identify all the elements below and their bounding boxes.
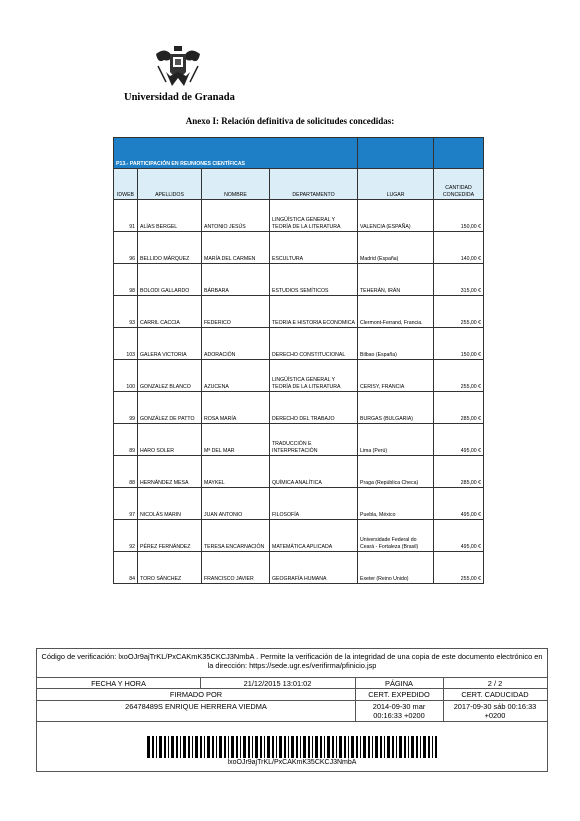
table-row [114, 520, 484, 552]
row-nombre: ANTONIO JESÚS [202, 200, 270, 232]
barcode-bar [372, 736, 373, 758]
row-lugar: VALENCIA (ESPAÑA) [358, 200, 434, 232]
pagina-label: PÁGINA [385, 679, 413, 688]
row-cantidad: 315,00 € [434, 264, 484, 296]
barcode-bar [432, 736, 433, 758]
barcode-bar [396, 736, 397, 758]
barcode-bar [336, 736, 337, 758]
row-departamento: QUÍMICA ANALÍTICA [270, 456, 358, 488]
row-cantidad: 285,00 € [434, 392, 484, 424]
barcode-bar [159, 736, 162, 758]
row-nombre: BÁRBARA [202, 264, 270, 296]
verification-text: Código de verificación: lxoOJr9ajTrKL/PxCAKmK35CKCJ3NmbA . Permite la verificación de la integridad de una copia de este documento electrónico en la dirección: https://sede.ugr.es/verifirma/pfinicio.jsp [41, 652, 543, 670]
barcode-bar [368, 736, 370, 758]
row-departamento: LINGÜÍSTICA GENERAL Y TEORÍA DE LA LITERATURA [270, 360, 358, 392]
row-idweb: 103 [114, 328, 138, 360]
barcode-bar [300, 736, 301, 758]
barcode-bar [411, 736, 414, 758]
row-cantidad: 495,00 € [434, 520, 484, 552]
row-nombre: ADORACIÓN [202, 328, 270, 360]
row-nombre: MARÍA DEL CARMEN [202, 232, 270, 264]
fecha-label: FECHA Y HORA [91, 679, 146, 688]
col-departamento: DEPARTAMENTO [270, 169, 358, 200]
row-idweb: 93 [114, 296, 138, 328]
row-apellidos: ALÍAS BERGEL [138, 200, 202, 232]
barcode-bar [231, 736, 234, 758]
col-apellidos: APELLIDOS [138, 169, 202, 200]
barcode-bar [192, 736, 193, 758]
barcode-bar [408, 736, 409, 758]
section-title: P13.- PARTICIPACIÓN EN REUNIONES CIENTÍFICAS [114, 138, 358, 169]
barcode-bar [260, 736, 262, 758]
row-nombre: TERESA ENCARNACIÓN [202, 520, 270, 552]
barcode-bar [324, 736, 325, 758]
row-apellidos: HARO SOLER [138, 424, 202, 456]
barcode-bar [240, 736, 241, 758]
section-blank [434, 138, 484, 169]
barcode-bar [147, 736, 150, 758]
firmado-label: FIRMADO POR [169, 690, 223, 699]
barcode-bar [392, 736, 394, 758]
barcode-bar [164, 736, 166, 758]
barcode-bar [320, 736, 322, 758]
barcode-bar [267, 736, 270, 758]
signature-footer [36, 648, 548, 772]
barcode-bar [195, 736, 198, 758]
row-cantidad: 285,00 € [434, 456, 484, 488]
row-lugar: BURGAS (BULGARIA) [358, 392, 434, 424]
row-nombre: ROSA MARÍA [202, 392, 270, 424]
row-cantidad: 255,00 € [434, 360, 484, 392]
barcode-bar [384, 736, 385, 758]
barcode-bar [180, 736, 181, 758]
table-row [114, 360, 484, 392]
barcode-bar [351, 736, 354, 758]
pagina-value: 2 / 2 [487, 679, 503, 688]
row-lugar: TEHERÁN, IRÁN [358, 264, 434, 296]
table-row [114, 328, 484, 360]
row-idweb: 100 [114, 360, 138, 392]
row-idweb: 88 [114, 456, 138, 488]
section-blank [358, 138, 434, 169]
section-header-row [114, 138, 484, 169]
row-cantidad: 255,00 € [434, 296, 484, 328]
barcode-bar [152, 736, 154, 758]
row-departamento: TEORIA E HISTORIA ECONOMICA [270, 296, 358, 328]
row-nombre: Mª DEL MAR [202, 424, 270, 456]
barcode-bar [224, 736, 226, 758]
barcode-bar [207, 736, 210, 758]
barcode-bar [327, 736, 330, 758]
barcode-text: lxoOJr9ajTrKL/PxCAKmK35CKCJ3NmbA [227, 759, 357, 766]
barcode-bar [404, 736, 406, 758]
row-apellidos: TORO SÁNCHEZ [138, 552, 202, 584]
barcode-bar [380, 736, 382, 758]
caducidad-label: CERT. CADUCIDAD [461, 690, 529, 699]
row-nombre: JUAN ANTONIO [202, 488, 270, 520]
caducidad-value: 2017-09-30 sáb 00:16:33 +0200 [453, 702, 537, 720]
barcode-bar [228, 736, 229, 758]
col-nombre: NOMBRE [202, 169, 270, 200]
barcode-bar [288, 736, 289, 758]
annex-title: Anexo I: Relación definitiva de solicitudes concedidas: [185, 116, 395, 126]
col-cantidad: CANTIDAD CONCEDIDA [434, 169, 484, 200]
barcode-bar [308, 736, 310, 758]
barcode-bar [387, 736, 390, 758]
barcode-bar [332, 736, 334, 758]
row-departamento: ESCULTURA [270, 232, 358, 264]
row-apellidos: NICOLÁS MARIN [138, 488, 202, 520]
row-lugar: Praga (República Checa) [358, 456, 434, 488]
barcode-bar [428, 736, 430, 758]
row-apellidos: GONZALEZ BLANCO [138, 360, 202, 392]
row-lugar: Puebla, México [358, 488, 434, 520]
row-lugar: Exeter (Reino Unido) [358, 552, 434, 584]
row-nombre: AZUCENA [202, 360, 270, 392]
row-lugar: Clermont-Ferrand, Francia. [358, 296, 434, 328]
barcode-bar [344, 736, 346, 758]
fecha-value: 21/12/2015 13:01:02 [243, 679, 312, 688]
barcode-bar [216, 736, 217, 758]
expedido-label: CERT. EXPEDIDO [368, 690, 430, 699]
barcode-bar [200, 736, 202, 758]
barcode-bar [255, 736, 258, 758]
table-row [114, 264, 484, 296]
barcode-bar [264, 736, 265, 758]
row-cantidad: 150,00 € [434, 328, 484, 360]
row-departamento: ESTUDIOS SEMÍTICOS [270, 264, 358, 296]
barcode-bar [315, 736, 318, 758]
row-idweb: 84 [114, 552, 138, 584]
row-cantidad: 495,00 € [434, 488, 484, 520]
barcode-bar [296, 736, 298, 758]
row-departamento: FILOSOFÍA [270, 488, 358, 520]
barcode-bar [188, 736, 190, 758]
expedido-value: 2014-09-30 mar 00:16:33 +0200 [372, 702, 426, 720]
barcode-bar [360, 736, 361, 758]
row-idweb: 96 [114, 232, 138, 264]
row-cantidad: 150,00 € [434, 200, 484, 232]
row-nombre: FEDERICO [202, 296, 270, 328]
barcode-bar [423, 736, 426, 758]
row-idweb: 97 [114, 488, 138, 520]
barcode-bar [176, 736, 178, 758]
table-row [114, 200, 484, 232]
table-row [114, 392, 484, 424]
barcode-bar [363, 736, 366, 758]
barcode-bar [276, 736, 277, 758]
barcode-bar [248, 736, 250, 758]
barcode-bar [312, 736, 313, 758]
row-apellidos: BOLODI GALLARDO [138, 264, 202, 296]
barcode-bar [171, 736, 174, 758]
row-idweb: 92 [114, 520, 138, 552]
row-apellidos: PÉREZ FERNÁNDEZ [138, 520, 202, 552]
barcode-bar [339, 736, 342, 758]
barcode-bar [356, 736, 358, 758]
barcode-bar [252, 736, 253, 758]
row-idweb: 89 [114, 424, 138, 456]
row-lugar: Madrid (España) [358, 232, 434, 264]
table-row [114, 296, 484, 328]
barcode-bar [348, 736, 349, 758]
table-row [114, 456, 484, 488]
row-idweb: 98 [114, 264, 138, 296]
barcode-bar [399, 736, 402, 758]
row-apellidos: GONZÁLEZ DE PATTO [138, 392, 202, 424]
barcode-bar [303, 736, 306, 758]
university-crest-logo [148, 42, 208, 92]
barcode-bar [420, 736, 421, 758]
row-apellidos: GALERA VICTORIA [138, 328, 202, 360]
table-row [114, 232, 484, 264]
row-lugar: Universidade Federal do Ceará - Fortaleza (Brasil) [358, 520, 434, 552]
row-departamento: LINGÜÍSTICA GENERAL Y TEORÍA DE LA LITERATURA [270, 200, 358, 232]
barcode-bar [183, 736, 186, 758]
barcode-bar [435, 736, 437, 758]
barcode-bar [284, 736, 286, 758]
row-nombre: MAYKEL [202, 456, 270, 488]
table-row [114, 488, 484, 520]
row-lugar: Bilbao (España) [358, 328, 434, 360]
row-apellidos: CARRIL CACCIA [138, 296, 202, 328]
row-apellidos: HERNÁNDEZ MESA [138, 456, 202, 488]
row-lugar: Lima (Perú) [358, 424, 434, 456]
row-idweb: 99 [114, 392, 138, 424]
row-cantidad: 495,00 € [434, 424, 484, 456]
table-row [114, 552, 484, 584]
university-name: Universidad de Granada [124, 92, 235, 103]
row-departamento: DERECHO DEL TRABAJO [270, 392, 358, 424]
barcode [147, 736, 437, 758]
col-lugar: LUGAR [358, 169, 434, 200]
row-apellidos: BELLIDO MÁRQUEZ [138, 232, 202, 264]
barcode-bar [291, 736, 294, 758]
row-nombre: FRANCISCO JAVIER [202, 552, 270, 584]
row-departamento: GEOGRAFÍA HUMANA [270, 552, 358, 584]
barcode-bar [243, 736, 246, 758]
row-departamento: DERECHO CONSTITUCIONAL [270, 328, 358, 360]
grants-table [113, 137, 484, 584]
barcode-bar [168, 736, 169, 758]
table-row [114, 424, 484, 456]
barcode-bar [219, 736, 222, 758]
barcode-bar [375, 736, 378, 758]
barcode-bar [279, 736, 282, 758]
col-idweb: IDWEB [114, 169, 138, 200]
row-departamento: MATEMÁTICA APLICADA [270, 520, 358, 552]
row-idweb: 91 [114, 200, 138, 232]
barcode-bar [156, 736, 157, 758]
firmante: 26478489S ENRIQUE HERRERA VIEDMA [125, 702, 267, 711]
barcode-bar [204, 736, 205, 758]
row-cantidad: 140,00 € [434, 232, 484, 264]
row-departamento: TRADUCCIÓN E INTERPRETACIÓN [270, 424, 358, 456]
row-lugar: CERISY, FRANCIA [358, 360, 434, 392]
row-cantidad: 255,00 € [434, 552, 484, 584]
column-header-row [114, 169, 484, 200]
barcode-bar [272, 736, 274, 758]
barcode-bar [212, 736, 214, 758]
barcode-bar [416, 736, 418, 758]
barcode-bar [236, 736, 238, 758]
